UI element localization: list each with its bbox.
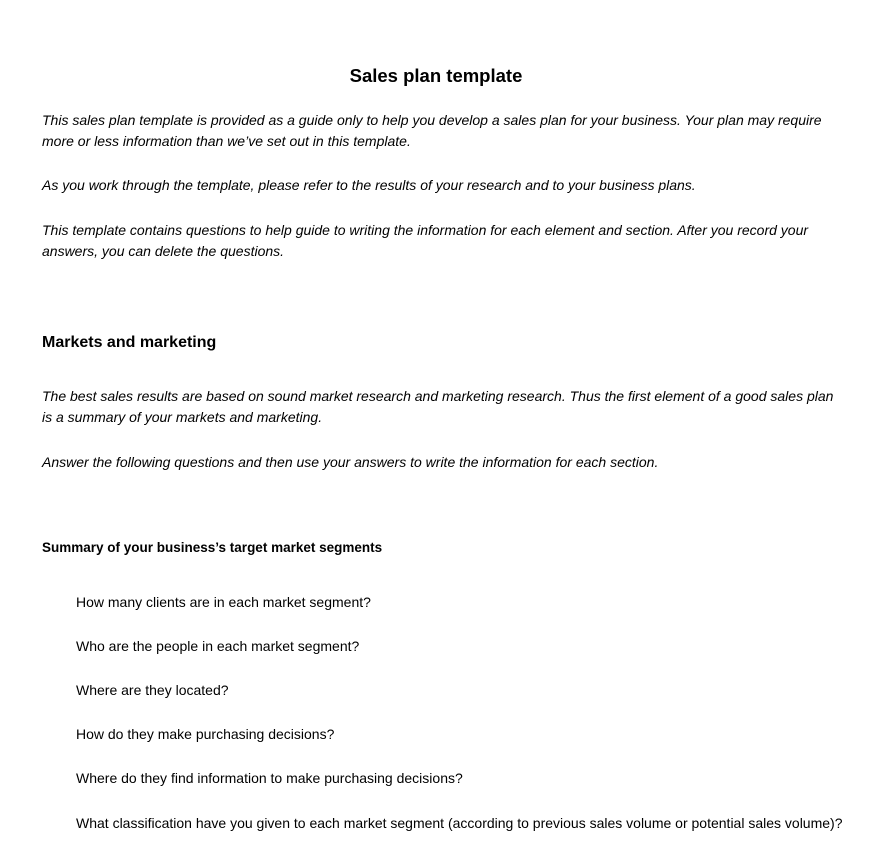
- question-item: Where are they located?: [76, 682, 229, 698]
- document-title: Sales plan template: [349, 65, 523, 86]
- question-item: Where do they find information to make purchasing decisions?: [76, 770, 463, 786]
- markets-paragraph-1: The best sales results are based on sound market research and marketing research. Thus the first element of a good sales plan is a summary of your markets and marketing.: [42, 388, 834, 425]
- segments-section-heading: Summary of your business’s target market segments: [42, 540, 383, 555]
- markets-section-heading: Markets and marketing: [42, 334, 217, 351]
- intro-paragraph-3: This template contains questions to help guide to writing the information for each element and section. After you record your answers, you can delete the questions.: [42, 222, 809, 259]
- question-item: How do they make purchasing decisions?: [76, 726, 335, 742]
- intro-paragraph-2: As you work through the template, please refer to the results of your research and to your business plans.: [42, 177, 696, 193]
- markets-paragraph-2: Answer the following questions and then use your answers to write the information for each section.: [42, 454, 659, 470]
- intro-paragraph-1: This sales plan template is provided as a guide only to help you develop a sales plan for your business. Your plan may require more or less information than we’ve set out in this template.: [42, 112, 822, 149]
- question-item: What classification have you given to each market segment (according to previous sales volume or potential sales volume)?: [76, 815, 843, 831]
- question-item: Who are the people in each market segment?: [76, 638, 360, 654]
- question-item: How many clients are in each market segment?: [76, 594, 371, 610]
